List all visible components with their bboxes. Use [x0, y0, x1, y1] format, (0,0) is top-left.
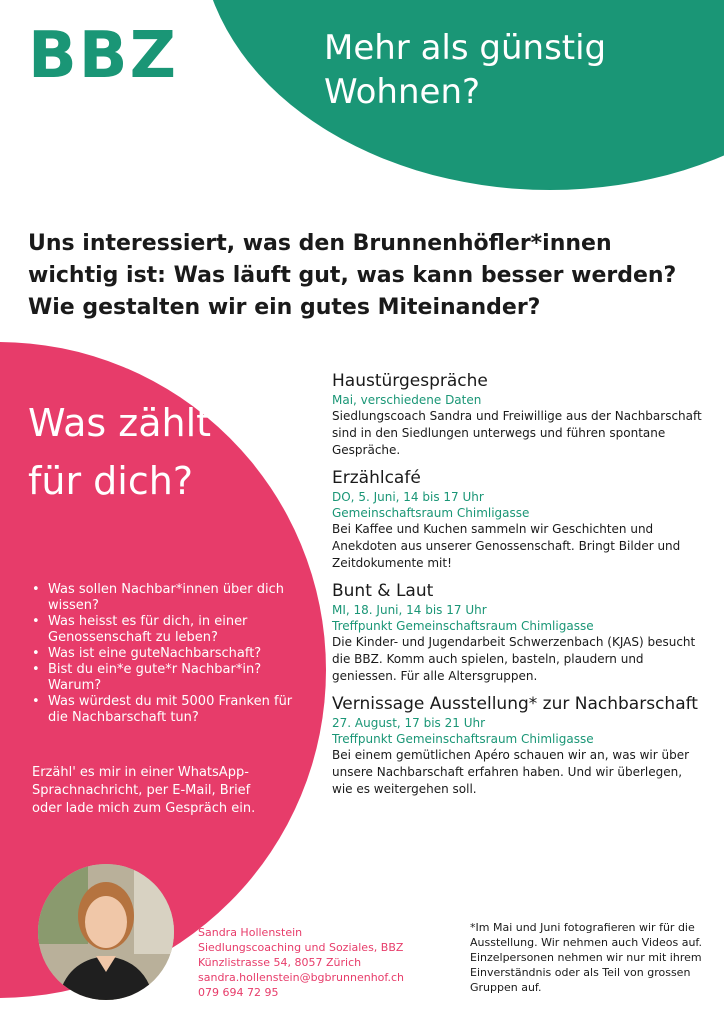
event-item: [332, 580, 702, 685]
event-place: Treffpunkt Gemeinschaftsraum Chimligasse: [332, 619, 594, 633]
event-date: DO, 5. Juni, 14 bis 17 Uhr: [332, 490, 484, 504]
question-list: [30, 582, 300, 726]
event-place: Gemeinschaftsraum Chimligasse: [332, 506, 530, 520]
event-title: Bunt & Laut: [332, 581, 434, 601]
event-place: Treffpunkt Gemeinschaftsraum Chimligasse: [332, 732, 594, 746]
event-body: Die Kinder- und Jugendarbeit Schwerzenbach (KJAS) besucht die BBZ. Komm auch spielen, basteln, plaudern und geniessen. Für alle Altersgruppen.: [332, 635, 696, 683]
event-body: Bei einem gemütlichen Apéro schauen wir an, was wir über unsere Nachbarschaft erfahren haben. Und wir überlegen, wie es weitergehen soll.: [332, 748, 690, 796]
contact-phone[interactable]: 079 694 72 95: [198, 986, 279, 999]
contact-role: Siedlungscoaching und Soziales, BBZ: [198, 941, 404, 954]
headline: Mehr als günstig Wohnen?: [324, 28, 607, 112]
event-body: Siedlungscoach Sandra und Freiwillige aus der Nachbarschaft sind in den Siedlungen unterwegs und führen spontane Gespräche.: [332, 409, 702, 457]
event-title: Haustürgespräche: [332, 371, 488, 391]
question-item: • Was ist eine guteNachbarschaft?: [30, 646, 300, 662]
event-date: 27. August, 17 bis 21 Uhr: [332, 716, 486, 730]
event-title: Vernissage Ausstellung* zur Nachbarschaft: [332, 694, 698, 714]
contact-block: [198, 925, 438, 1000]
event-date: Mai, verschiedene Daten: [332, 393, 482, 407]
contact-name: Sandra Hollenstein: [198, 926, 303, 939]
question-item: • Was sollen Nachbar*innen über dich wissen?: [30, 582, 300, 614]
event-item: [332, 693, 702, 798]
event-item: [332, 467, 702, 572]
event-title: Erzählcafé: [332, 468, 421, 488]
bbz-logo: BBZ: [28, 19, 178, 93]
big-question: Was zählt für dich?: [28, 401, 212, 503]
question-item: • Was heisst es für dich, in einer Genossenschaft zu leben?: [30, 614, 300, 646]
contact-email[interactable]: sandra.hollenstein@bgbrunnenhof.ch: [198, 971, 404, 984]
events-list: [332, 370, 702, 806]
contact-invite: Erzähl' es mir in einer WhatsApp-Sprachnachricht, per E-Mail, Brief oder lade mich zum Gespräch ein.: [32, 765, 256, 816]
event-body: Bei Kaffee und Kuchen sammeln wir Geschichten und Anekdoten aus unserer Genossenschaft. Bringt Bilder und Zeitdokumente mit!: [332, 522, 681, 570]
person-portrait-photo: [38, 864, 174, 1000]
event-item: [332, 370, 702, 459]
contact-address: Künzlistrasse 54, 8057 Zürich: [198, 956, 362, 969]
footnote: *Im Mai und Juni fotografieren wir für die Ausstellung. Wir nehmen auch Videos auf. Einzelpersonen nehmen wir nur mit ihrem Einverständnis oder als Teil von grossen Gruppen auf.: [470, 921, 702, 994]
intro-text: Uns interessiert, was den Brunnenhöfler*innen wichtig ist: Was läuft gut, was kann besser werden? Wie gestalten wir ein gutes Miteinander?: [28, 231, 677, 320]
question-item: • Was würdest du mit 5000 Franken für die Nachbarschaft tun?: [30, 694, 300, 726]
question-item: • Bist du ein*e gute*r Nachbar*in? Warum?: [30, 662, 300, 694]
event-date: MI, 18. Juni, 14 bis 17 Uhr: [332, 603, 487, 617]
person-portrait-icon: [38, 864, 174, 1000]
